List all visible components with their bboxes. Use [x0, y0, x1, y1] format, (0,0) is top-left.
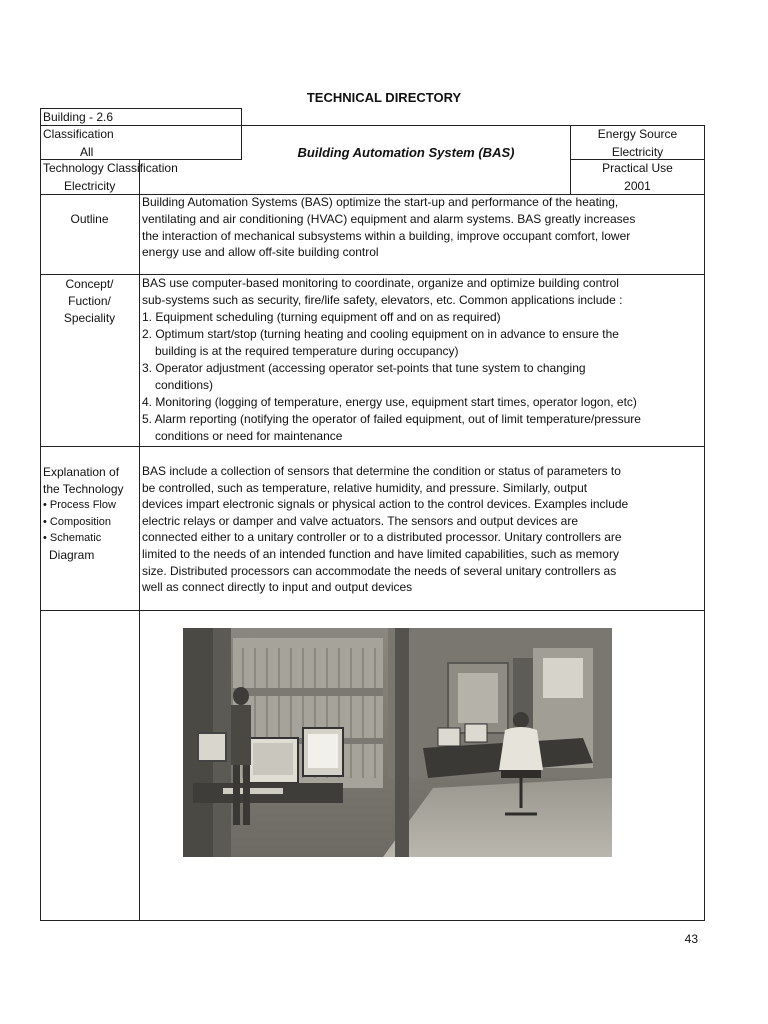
building-label: Building - 2.6 — [43, 110, 114, 124]
concept-text: BAS use computer-based monitoring to coordinate, organize and optimize building control sub-systems such as security, fire/life safety, elevators, etc. Common applications include : 1. Equipment scheduling (turning equipment off and on as required) 2. Optimum start/stop (turning heating and cooling equipment on in advance to ensure the building is at the required temperature during occupancy) 3. Operator adjustment (accessing operator set-points that tune system to changing conditions) 4. Monitoring (logging of temperature, energy use, equipment start times, operator logon, etc) 5. Alarm reporting (notifying the operator of failed equipment, out of limit temperature/pressure conditions or need for maintenance — [142, 276, 641, 443]
row-divider-2 — [40, 446, 705, 447]
page-title: TECHNICAL DIRECTORY — [306, 90, 462, 105]
practical-use-value: 2001 — [624, 179, 651, 193]
row-divider-3 — [40, 610, 705, 611]
system-title: Building Automation System (BAS) — [297, 145, 515, 160]
tech-class-value: Electricity — [64, 179, 116, 193]
control-room-photo — [183, 628, 612, 857]
concept-label: Concept/ Fuction/ Speciality — [63, 277, 116, 325]
page-number: 43 — [684, 932, 698, 946]
energy-source-value: Electricity — [611, 145, 664, 159]
control-room-illustration — [183, 628, 612, 857]
outline-text: Building Automation Systems (BAS) optimize the start-up and performance of the heating, ventilating and air conditioning (HVAC) equipment and alarm systems. BAS greatly increases the interaction of mechanical subsystems within a building, improve occupant comfort, lower energy use and allow off-site building control — [142, 195, 636, 260]
classification-value: All — [80, 145, 94, 159]
tech-class-label: Technology Classification — [43, 161, 178, 175]
practical-use-label: Practical Use — [602, 161, 673, 175]
explanation-label: Explanation of the Technology • Process Flow • Composition • Schematic Diagram — [43, 465, 124, 562]
outline-label: Outline — [70, 212, 109, 226]
energy-source-label: Energy Source — [597, 127, 678, 141]
classification-label: Classification — [43, 127, 114, 141]
explanation-text: BAS include a collection of sensors that determine the condition or status of parameters to be controlled, such as temperature, relative humidity, and pressure. Similarly, output devices impart electronic signals or physical action to the control devices. Examples include electric relays or damper and valve actuators. The sensors and output devices are connected either to a unitary controller or to a distributed processor. Unitary controllers are limited to the needs of an intended function and have limited capabilities, such as memory size. Distributed processors can accommodate the needs of several unitary controllers as well as connect directly to input and output devices — [142, 464, 629, 595]
label-column-divider — [139, 194, 140, 921]
